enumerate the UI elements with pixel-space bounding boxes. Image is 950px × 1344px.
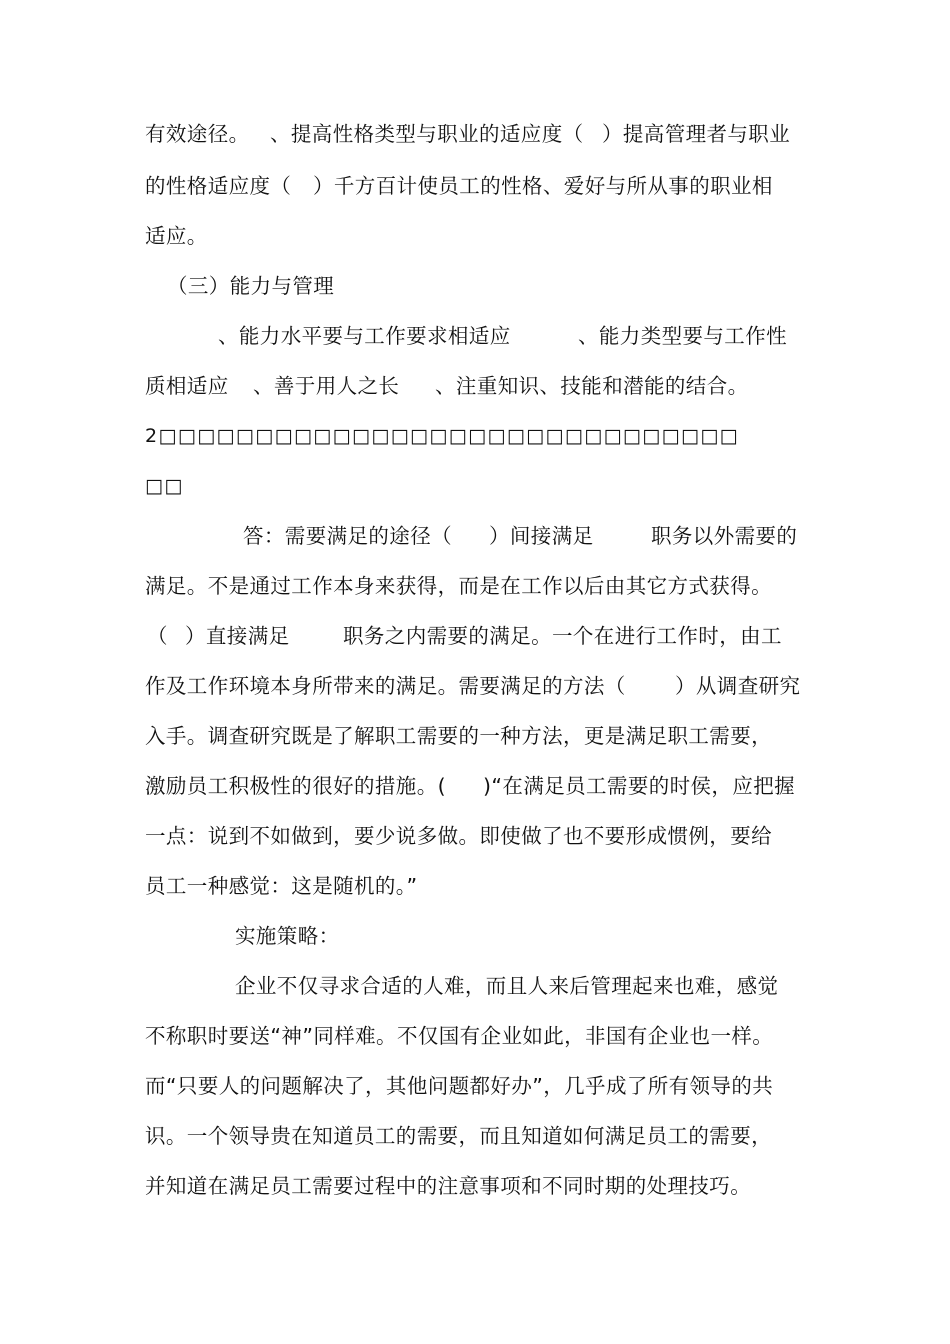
text-segment: 而“只要人的问题解决了，其他问题都好办”，几乎成了所有领导的共: [145, 1074, 774, 1098]
text-segment: 一点：说到不如做到，要少说多做。即使做了也不要形成惯例，要给: [145, 824, 772, 848]
text-segment: )“在满足员工需要的时侯，应把握: [483, 774, 796, 798]
text-segment: 2□□□□□□□□□□□□□□□□□□□□□□□□□□□□□□: [145, 425, 740, 447]
text-segment: 、能力类型要与工作性: [578, 324, 787, 348]
text-segment: ）提高管理者与职业: [602, 122, 791, 146]
text-segment: ）间接满足: [489, 524, 594, 548]
text-segment: 并知道在满足员工需要过程中的注意事项和不同时期的处理技巧。: [145, 1174, 752, 1198]
text-segment: 满足。不是通过工作本身来获得，而是在工作以后由其它方式获得。: [145, 574, 772, 598]
text-segment: 不称职时要送“神”同样难。不仅国有企业如此，非国有企业也一样。: [145, 1024, 774, 1048]
text-segment: 答：需要满足的途径（: [243, 524, 452, 548]
text-segment: 职务之内需要的满足。一个在进行工作时，由工: [343, 624, 782, 648]
text-segment: 企业不仅寻求合适的人难，而且人来后管理起来也难，感觉: [235, 974, 779, 998]
text-segment: 、注重知识、技能和潜能的结合。: [435, 374, 749, 398]
text-segment: （三）能力与管理: [167, 274, 335, 298]
text-segment: 、善于用人之长: [253, 374, 400, 398]
text-segment: ）直接满足: [185, 624, 290, 648]
text-segment: （: [147, 624, 168, 648]
text-segment: 入手。调查研究既是了解职工需要的一种方法，更是满足职工需要，: [145, 724, 772, 748]
text-segment: 质相适应: [145, 374, 229, 398]
text-segment: 实施策略：: [235, 924, 340, 948]
text-segment: 、提高性格类型与职业的适应度（: [270, 122, 584, 146]
text-segment: ）千方百计使员工的性格、爱好与所从事的职业相: [313, 174, 773, 198]
text-segment: □□: [145, 475, 184, 497]
text-segment: ）从调查研究: [675, 674, 801, 698]
text-segment: 有效途径。: [145, 122, 250, 146]
text-segment: 员工一种感觉：这是随机的。”: [145, 874, 418, 898]
text-segment: 作及工作环境本身所带来的满足。需要满足的方法（: [145, 674, 626, 698]
text-segment: 识。一个领导贵在知道员工的需要，而且知道如何满足员工的需要，: [145, 1124, 772, 1148]
text-segment: 的性格适应度（: [145, 174, 292, 198]
text-segment: 职务以外需要的: [651, 524, 798, 548]
text-segment: 、能力水平要与工作要求相适应: [218, 324, 511, 348]
text-segment: 激励员工积极性的很好的措施。(: [145, 774, 446, 798]
text-segment: 适应。: [145, 224, 208, 248]
